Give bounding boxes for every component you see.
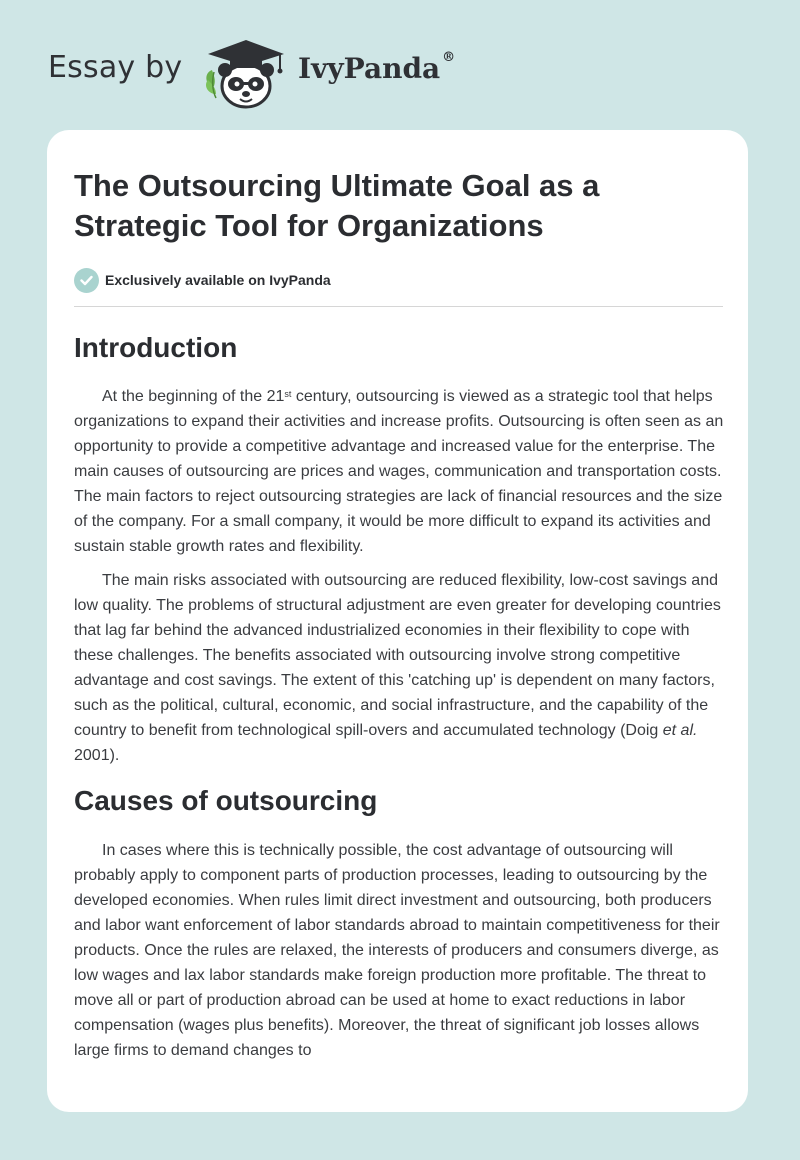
citation-italic: et al. (662, 722, 698, 739)
paragraph: In cases where this is technically possible, the cost advantage of outsourcing will probably apply to component parts of production processes, leading to outsourcing by the developed economies. When rules limit direct investment and outsourcing, both producers and labor want enforcement of labor standards abroad to maintain competitiveness for their products. Once the rules are relaxed, the interests of producers and consumers diverge, as low wages and lax labor standards make foreign production more profitable. The threat to move all or part of production abroad can be used at home to exact reductions in labor compensation (wages plus benefits). Moreover, the threat of significant job losses allows large firms to demand changes to (74, 842, 720, 1059)
ivy-leaf-icon (206, 70, 216, 98)
site-header (0, 0, 800, 120)
essay-by-label: Essay by (48, 50, 183, 85)
paragraph: The main risks associated with outsourcing are reduced flexibility, low-cost savings and low quality. The problems of structural adjustment are even greater for developing countries that lag far behind the advanced industrialized economies in their flexibility to cope with these challenges. The benefits associated with outsourcing involve strong competitive advantage and cost savings. The extent of this 'catching up' is dependent on many factors, such as the political, cultural, economic, and social infrastructure, and the capability of the country to benefit from technological spill-overs and accumulated technology (Doig et al. 2001). (74, 572, 721, 764)
paragraph: At the beginning of the 21st century, outsourcing is viewed as a strategic tool that helps organizations to expand their activities and increase profits. Outsourcing is often seen as an opportunity to provide a competitive advantage and increased value for the enterprise. The main causes of outsourcing are prices and wages, communication and transportation costs. The main factors to reject outsourcing strategies are lack of financial resources and the size of the company. For a small company, it would be more difficult to expand its activities and sustain stable growth rates and flexibility. (74, 388, 724, 555)
section-heading-introduction: Introduction (74, 332, 238, 363)
panda-graduate-icon (200, 36, 292, 112)
check-icon (74, 268, 99, 293)
exclusive-badge (74, 267, 724, 293)
essay-card (47, 130, 748, 1112)
essay-content (74, 166, 724, 1063)
section-heading-causes: Causes of outsourcing (74, 785, 378, 816)
exclusive-label: Exclusively available on IvyPanda (105, 272, 331, 288)
brand-name[interactable]: IvyPanda ® (298, 50, 456, 85)
divider (74, 306, 723, 307)
essay-title: The Outsourcing Ultimate Goal as a Strategic Tool for Organizations (74, 168, 600, 243)
registered-mark: ® (442, 50, 456, 65)
superscript: st (284, 389, 292, 399)
